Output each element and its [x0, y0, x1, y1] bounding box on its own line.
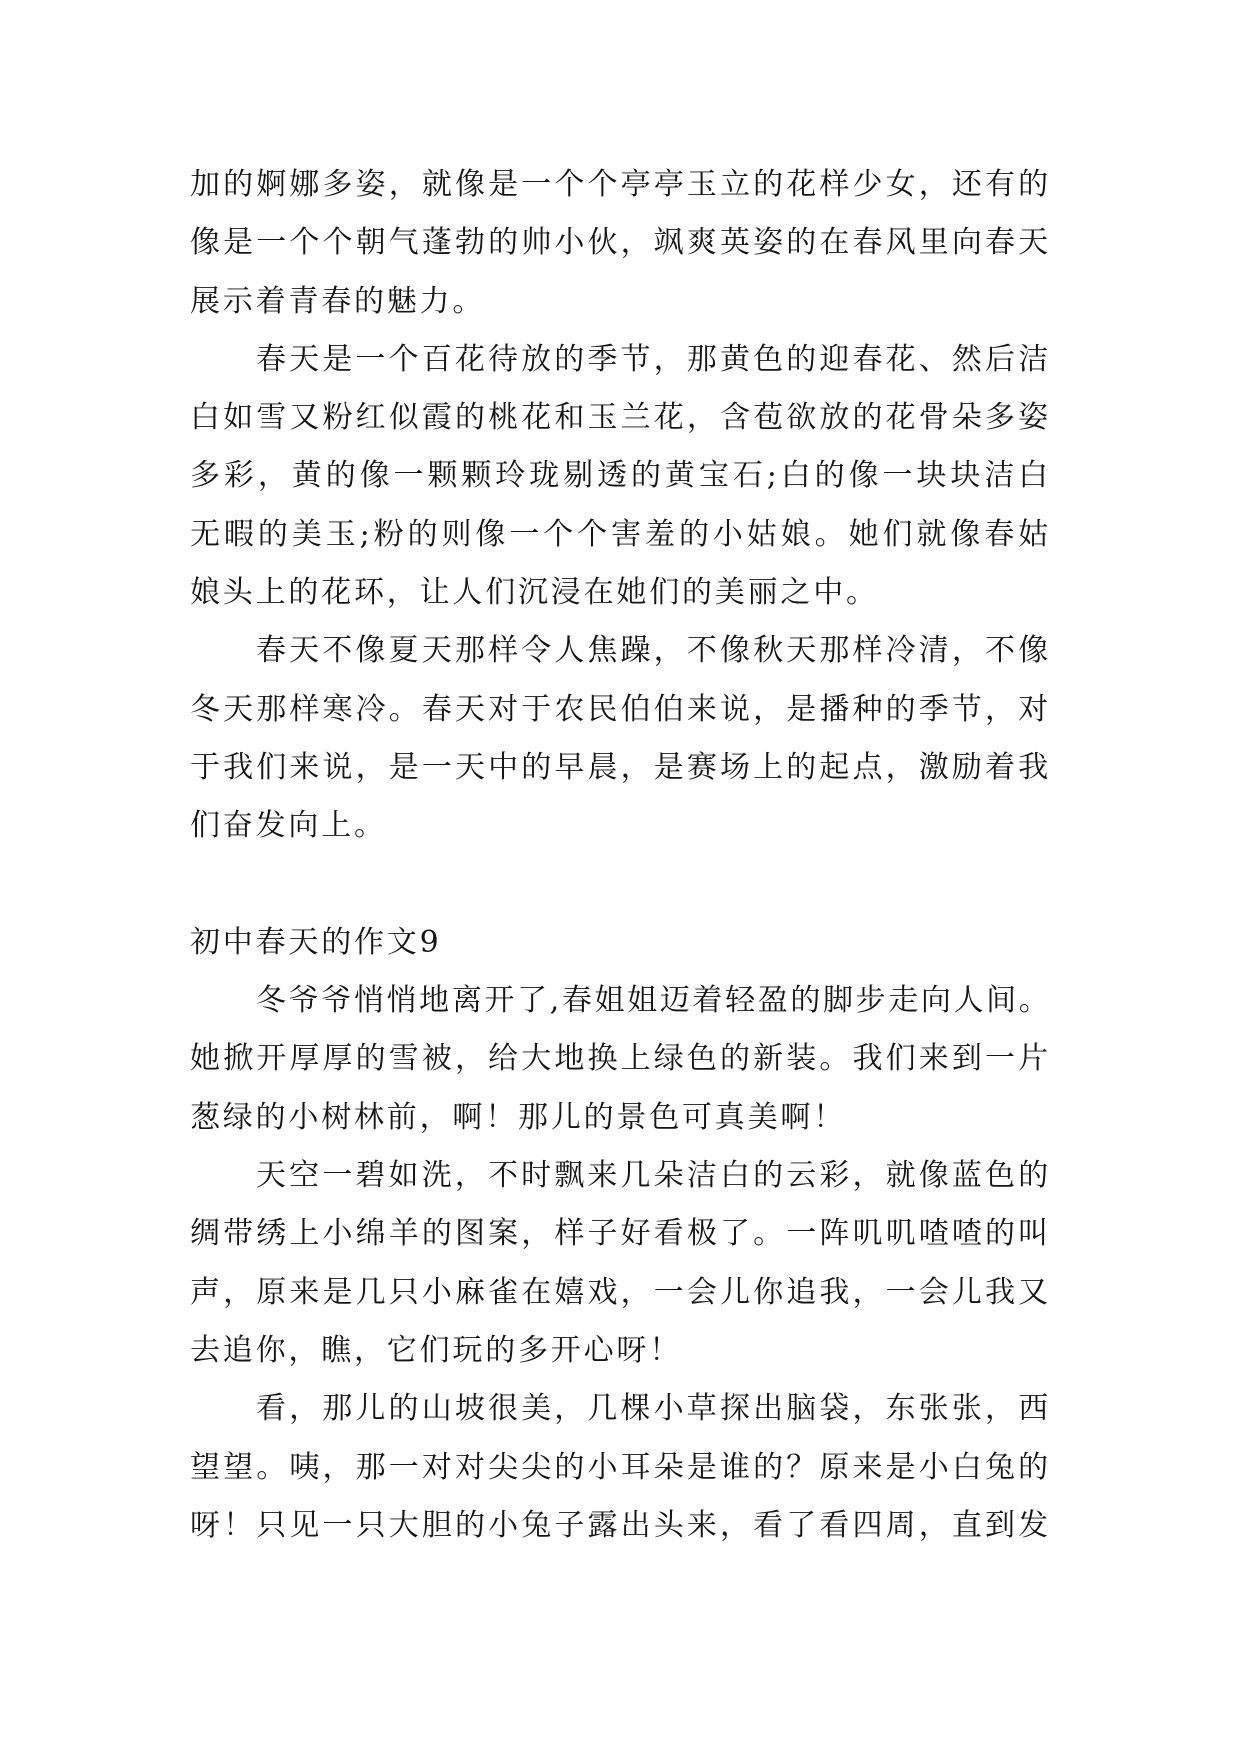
text-line: 无暇的美玉;粉的则像一个个害羞的小姑娘。她们就像春姑: [190, 516, 1051, 552]
text-line: 声，原来是几只小麻雀在嬉戏，一会儿你追我，一会儿我又: [190, 1274, 1051, 1310]
text-line: 葱绿的小树林前，啊！那儿的景色可真美啊！: [190, 1099, 846, 1135]
text-line: 冬爷爷悄悄地离开了,春姐姐迈着轻盈的脚步走向人间。: [256, 983, 1051, 1019]
paragraph: [190, 1147, 1051, 1380]
text-line: 冬天那样寒冷。春天对于农民伯伯来说，是播种的季节，对: [190, 691, 1051, 727]
paragraph: [190, 622, 1051, 855]
text-line: 看，那儿的山坡很美，几棵小草探出脑袋，东张张，西: [256, 1391, 1051, 1427]
text-line: 绸带绣上小绵羊的图案，样子好看极了。一阵叽叽喳喳的叫: [190, 1216, 1051, 1252]
text-line: 春天不像夏天那样令人焦躁，不像秋天那样冷清，不像: [256, 633, 1051, 669]
text-line: 像是一个个朝气蓬勃的帅小伙，飒爽英姿的在春风里向春天: [190, 225, 1051, 261]
text-line: 娘头上的花环，让人们沉浸在她们的美丽之中。: [190, 575, 879, 611]
text-line: 白如雪又粉红似霞的桃花和玉兰花，含苞欲放的花骨朵多姿: [190, 400, 1051, 436]
text-line: 望望。咦，那一对对尖尖的小耳朵是谁的？原来是小白兔的: [190, 1449, 1051, 1485]
text-line: 她掀开厚厚的雪被，给大地换上绿色的新装。我们来到一片: [190, 1041, 1051, 1077]
paragraph: [190, 972, 1051, 1147]
paragraph: [190, 156, 1051, 331]
paragraph: [190, 331, 1051, 622]
text-line: 天空一碧如洗，不时飘来几朵洁白的云彩，就像蓝色的: [256, 1158, 1051, 1194]
section-title: 初中春天的作文9: [190, 924, 442, 960]
text-line: 们奋发向上。: [190, 808, 387, 844]
text-line: 展示着青春的魅力。: [190, 283, 486, 319]
text-line: 加的婀娜多姿，就像是一个个亭亭玉立的花样少女，还有的: [190, 167, 1051, 202]
text-line: 春天是一个百花待放的季节，那黄色的迎春花、然后洁: [256, 341, 1051, 377]
text-line: 呀！只见一只大胆的小兔子露出头来，看了看四周，直到发: [190, 1507, 1051, 1543]
text-line: 多彩，黄的像一颗颗玲珑剔透的黄宝石;白的像一块块洁白: [190, 458, 1051, 494]
text-line: 去追你，瞧，它们玩的多开心呀！: [190, 1332, 682, 1368]
document-body: [190, 156, 1051, 1555]
section-spacer: [190, 856, 1051, 914]
paragraph: [190, 1380, 1051, 1555]
text-line: 于我们来说，是一天中的早晨，是赛场上的起点，激励着我: [190, 749, 1051, 785]
